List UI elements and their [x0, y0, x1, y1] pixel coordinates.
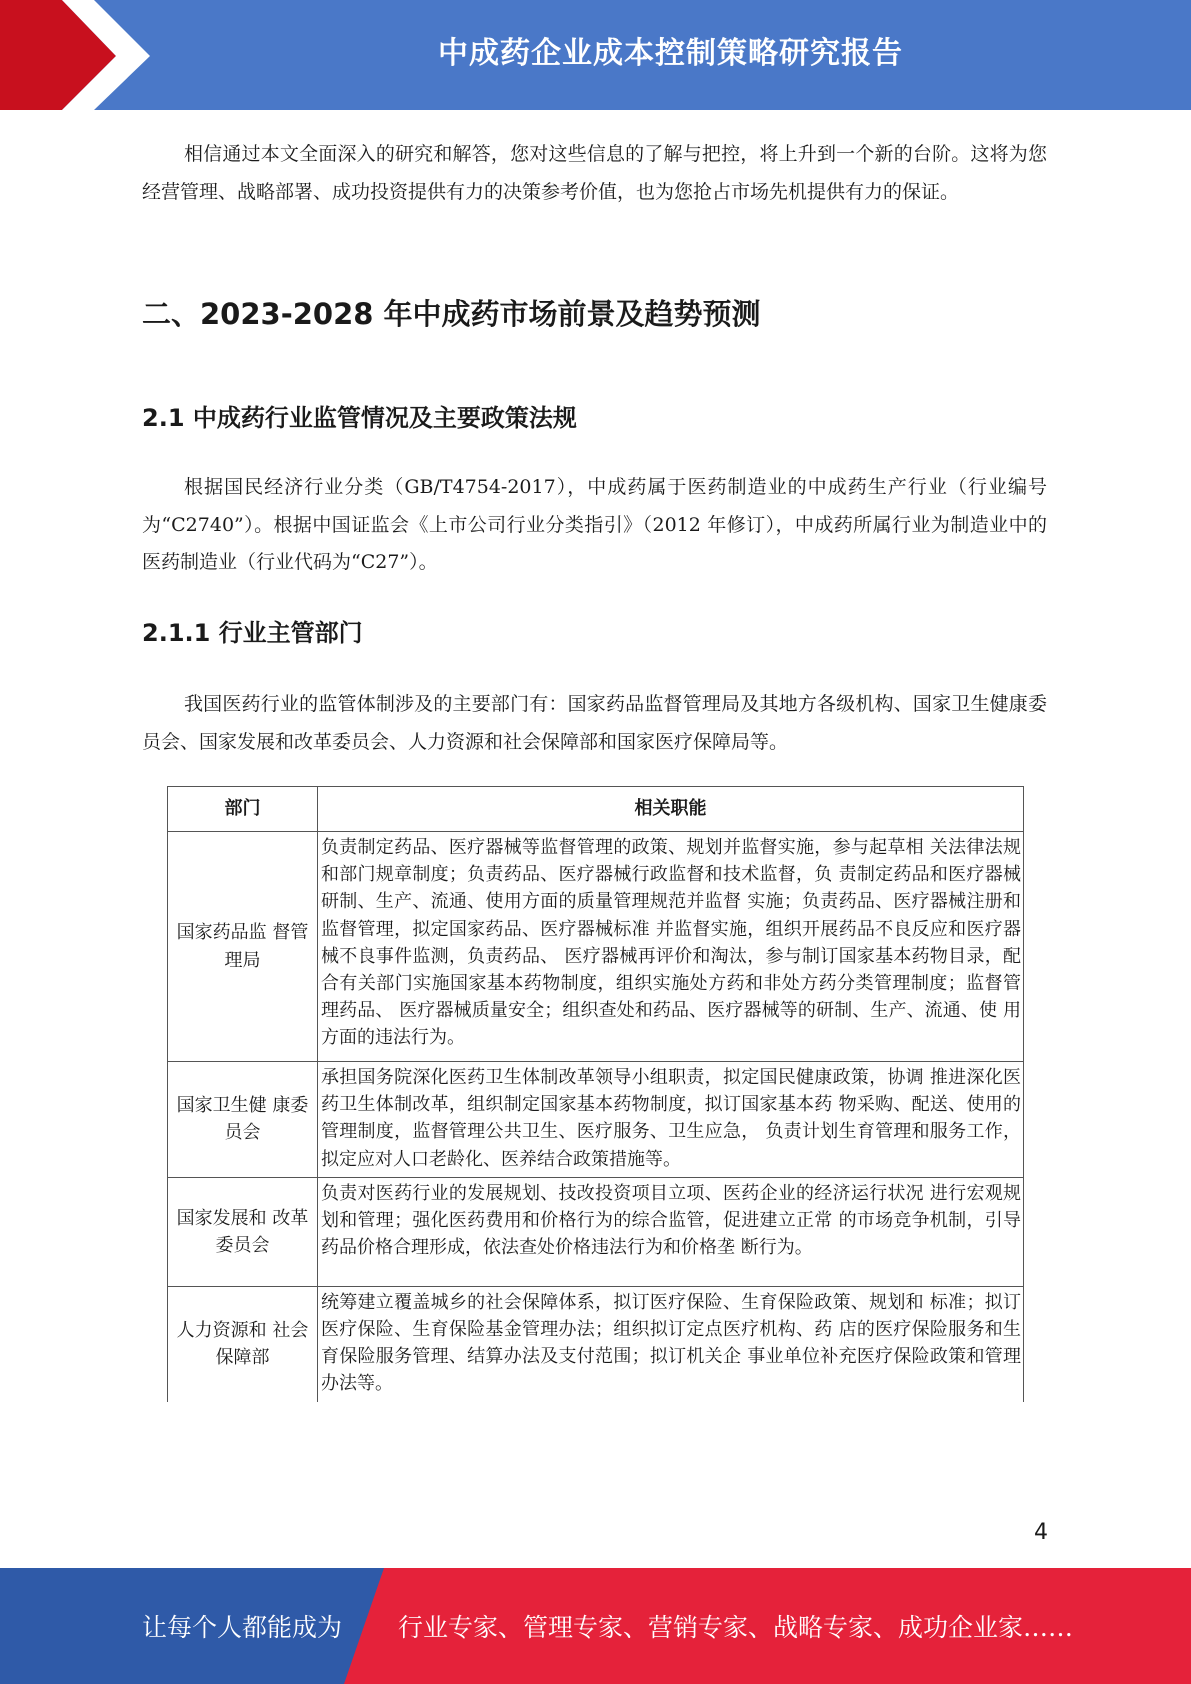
table-header-row — [168, 787, 1024, 832]
table-row — [168, 1177, 1024, 1286]
department-name-cell: 人力资源和 社会保障部 — [168, 1286, 318, 1401]
department-table — [167, 786, 1024, 1402]
section-2-1-paragraph: 根据国民经济行业分类（GB/T4754-2017），中成药属于医药制造业的中成药生产行业（行业编号为“C2740”）。根据中国证监会《上市公司行业分类指引》（2012 年修订），中成药所属行业为制造业中的医药制造业（行业代码为“C27”）。 — [142, 476, 1047, 573]
intro-section — [142, 136, 1047, 211]
department-duty-cell: 负责对医药行业的发展规划、技改投资项目立项、医药企业的经济运行状况 进行宏观规划和管理；强化医药费用和价格行为的综合监管，促进建立正常 的市场竞争机制，引导药品价格合理形成，依法查处价格违法行为和价格垄 断行为。 — [318, 1177, 1024, 1286]
department-duty-cell: 负责制定药品、医疗器械等监督管理的政策、规划并监督实施，参与起草相 关法律法规和部门规章制度；负责药品、医疗器械行政监督和技术监督，负 责制定药品和医疗器械研制、生产、流通、使用方面的质量管理规范并监督 实施；负责药品、医疗器械注册和监督管理，拟定国家药品、医疗器械标准 并监督实施，组织开展药品不良反应和医疗器械不良事件监测，负责药品、 医疗器械再评价和淘汰，参与制订国家基本药物目录，配合有关部门实施国家基本药物制度，组织实施处方药和非处方药分类管理制度；监督管理药品、 医疗器械质量安全；组织查处和药品、医疗器械等的研制、生产、流通、使 用方面的违法行为。 — [318, 832, 1024, 1062]
column-header-department: 部门 — [168, 787, 318, 832]
department-name-cell: 国家药品监 督管理局 — [168, 832, 318, 1062]
page-header — [0, 0, 1191, 110]
report-title: 中成药企业成本控制策略研究报告 — [438, 36, 903, 71]
department-name-cell: 国家卫生健 康委员会 — [168, 1062, 318, 1178]
page-footer — [0, 1568, 1191, 1684]
footer-slogan-right: 行业专家、管理专家、营销专家、战略专家、成功企业家…… — [398, 1613, 1074, 1642]
intro-paragraph: 相信通过本文全面深入的研究和解答，您对这些信息的了解与把控，将上升到一个新的台阶。这将为您经营管理、战略部署、成功投资提供有力的决策参考价值，也为您抢占市场先机提供有力的保证。 — [142, 143, 1047, 203]
table-row — [168, 1062, 1024, 1178]
footer-slogan-left: 让每个人都能成为 — [142, 1613, 343, 1642]
department-name-cell: 国家发展和 改革委员会 — [168, 1177, 318, 1286]
section-2-1-1-paragraph: 我国医药行业的监管体制涉及的主要部门有：国家药品监督管理局及其地方各级机构、国家卫生健康委员会、国家发展和改革委员会、人力资源和社会保障部和国家医疗保障局等。 — [142, 693, 1047, 753]
page-number: 4 — [1034, 1520, 1048, 1545]
department-duty-cell: 承担国务院深化医药卫生体制改革领导小组职责，拟定国民健康政策，协调 推进深化医药卫生体制改革，组织制定国家基本药物制度，拟订国家基本药 物采购、配送、使用的管理制度，监督管理公共卫生、医疗服务、卫生应急， 负责计划生育管理和服务工作，拟定应对人口老龄化、医养结合政策措施等。 — [318, 1062, 1024, 1178]
department-duty-cell: 统筹建立覆盖城乡的社会保障体系，拟订医疗保险、生育保险政策、规划和 标准；拟订医疗保险、生育保险基金管理办法；组织拟订定点医疗机构、药 店的医疗保险服务和生育保险服务管理、结算办法及支付范围；拟订机关企 事业单位补充医疗保险政策和管理办法等。 — [318, 1286, 1024, 1401]
table-row — [168, 832, 1024, 1062]
column-header-functions: 相关职能 — [318, 787, 1024, 832]
section-2-1-1-heading: 2.1.1 行业主管部门 — [142, 619, 363, 647]
table-row — [168, 1286, 1024, 1401]
header-arrow-decoration — [0, 0, 160, 112]
section-2-heading: 二、2023-2028 年中成药市场前景及趋势预测 — [142, 297, 761, 331]
section-2-1-heading: 2.1 中成药行业监管情况及主要政策法规 — [142, 404, 577, 432]
